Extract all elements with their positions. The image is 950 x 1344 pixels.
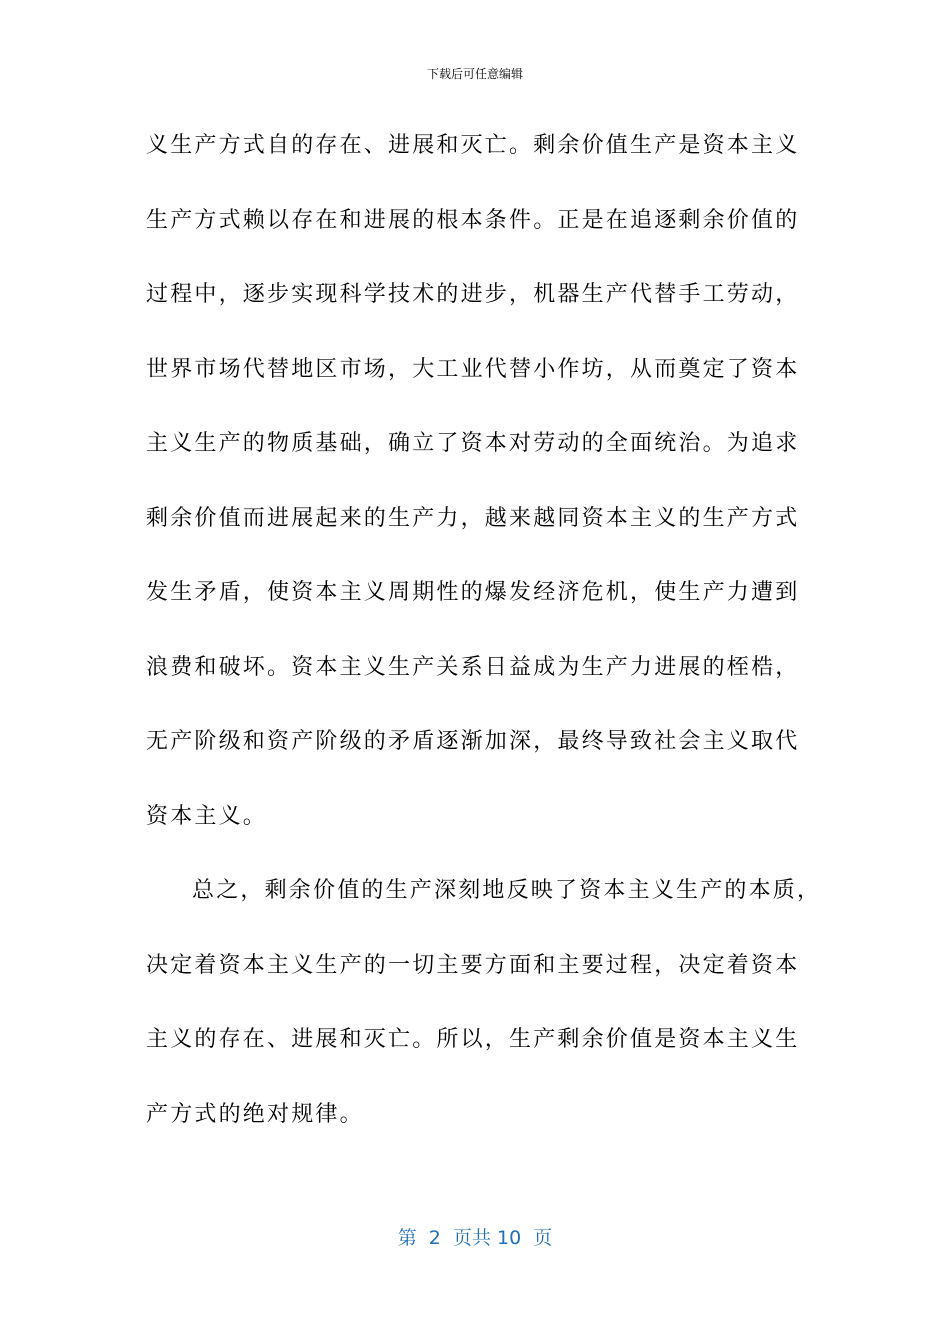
page-header: 下载后可任意编辑 [426, 67, 523, 81]
text-line: 发生矛盾，使资本主义周期性的爆发经济危机，使生产力遭到 [146, 580, 800, 605]
text-line: 过程中，逐步实现科学技术的进步，机器生产代替手工劳动， [146, 282, 800, 307]
text-line: 无产阶级和资产阶级的矛盾逐渐加深，最终导致社会主义取代 [146, 729, 800, 754]
text-line: 决定着资本主义生产的一切主要方面和主要过程，决定着资本 [146, 952, 800, 978]
text-line: 产方式的绝对规律。 [146, 1101, 364, 1127]
text-line: 浪费和破坏。资本主义生产关系日益成为生产力进展的桎梏， [146, 654, 800, 680]
page-number-footer: 第 2 页共 10 页 [397, 1227, 553, 1249]
text-line: 义生产方式自的存在、进展和灭亡。剩余价值生产是资本主义 [146, 133, 800, 158]
body-text [146, 126, 822, 1169]
text-line: 世界市场代替地区市场，大工业代替小作坊，从而奠定了资本 [146, 356, 800, 382]
text-line: 资本主义。 [146, 803, 268, 829]
paragraph-start-line: 总之，剩余价值的生产深刻地反映了资本主义生产的本质， [192, 878, 822, 903]
text-line: 剩余价值而进展起来的生产力，越来越同资本主义的生产方式 [146, 505, 800, 531]
text-line: 主义生产的物质基础，确立了资本对劳动的全面统治。为追求 [146, 431, 800, 456]
text-line: 生产方式赖以存在和进展的根本条件。正是在追逐剩余价值的 [146, 207, 800, 233]
text-line: 主义的存在、进展和灭亡。所以，生产剩余价值是资本主义生 [146, 1027, 800, 1052]
